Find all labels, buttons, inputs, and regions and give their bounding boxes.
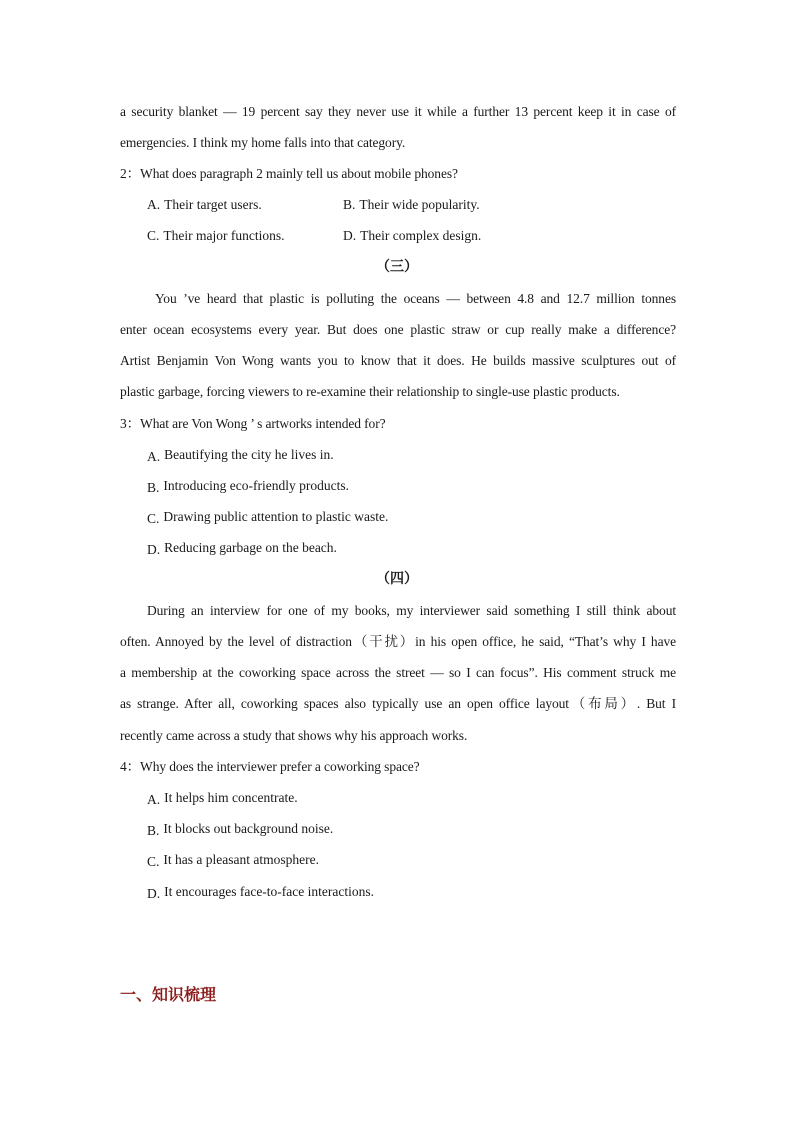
q2-option-b <box>343 196 480 214</box>
q4-option-b <box>147 820 333 838</box>
question-2: 2：What does paragraph 2 mainly tell us about mobile phones? <box>120 166 458 181</box>
option-text: It helps him concentrate. <box>164 790 298 805</box>
question-4: 4：Why does the interviewer prefer a coworking space? <box>120 759 420 774</box>
option-label: A. <box>147 449 161 464</box>
knowledge-section-title: 一、知识梳理 <box>120 985 217 1004</box>
q2-option-c <box>147 227 284 245</box>
option-label: C. <box>147 511 160 526</box>
q3-option-d <box>147 539 337 557</box>
q2-option-a <box>147 196 262 214</box>
option-label: C. <box>147 228 160 243</box>
q2-option-d <box>343 227 481 245</box>
option-label: D. <box>147 542 161 557</box>
section-4-heading: （四） <box>376 571 418 587</box>
section4-line: recently came across a study that shows why his approach works. <box>120 728 468 743</box>
passage1-line: a security blanket — 19 percent say they never use it while a further 13 percent keep it in case of <box>120 104 676 119</box>
option-label: C. <box>147 854 160 869</box>
option-text: Their major functions. <box>163 228 285 243</box>
q3-option-b <box>147 477 349 495</box>
option-text: It blocks out background noise. <box>163 821 334 836</box>
option-label: B. <box>147 480 160 495</box>
section4-line: often. Annoyed by the level of distraction（干扰）in his open office, he said, “That’s why I have <box>120 634 676 649</box>
q4-option-a <box>147 789 298 807</box>
section-3-heading: （三） <box>376 259 418 275</box>
section4-line: a membership at the coworking space across the street — so I can focus”. His comment struck me <box>120 665 676 680</box>
option-text: Their target users. <box>164 197 262 212</box>
option-label: D. <box>147 886 161 901</box>
q4-option-c <box>147 851 319 869</box>
option-text: Reducing garbage on the beach. <box>164 540 337 555</box>
q3-option-a <box>147 446 334 464</box>
option-text: It has a pleasant atmosphere. <box>163 852 319 867</box>
q4-option-d <box>147 883 374 901</box>
option-label: A. <box>147 792 161 807</box>
section4-line: as strange. After all, coworking spaces also typically use an open office layout（布局）. But I <box>120 696 676 711</box>
section3-line: plastic garbage, forcing viewers to re-examine their relationship to single-use plastic products. <box>120 384 620 399</box>
section3-line: enter ocean ecosystems every year. But does one plastic straw or cup really make a difference? <box>120 322 676 337</box>
option-text: Beautifying the city he lives in. <box>164 447 334 462</box>
option-text: Their wide popularity. <box>359 197 480 212</box>
option-label: B. <box>343 197 356 212</box>
section4-line: During an interview for one of my books, my interviewer said something I still think about <box>147 603 676 618</box>
passage1-line: emergencies. I think my home falls into that category. <box>120 135 406 150</box>
option-text: Their complex design. <box>360 228 482 243</box>
question-3: 3：What are Von Wong ’ s artworks intended for? <box>120 416 386 431</box>
option-label: B. <box>147 823 160 838</box>
option-text: Drawing public attention to plastic waste. <box>163 509 389 524</box>
section3-line: You ’ve heard that plastic is polluting the oceans — between 4.8 and 12.7 million tonnes <box>155 291 676 306</box>
option-text: Introducing eco-friendly products. <box>163 478 349 493</box>
option-label: D. <box>343 228 357 243</box>
option-label: A. <box>147 197 161 212</box>
q3-option-c <box>147 508 388 526</box>
option-text: It encourages face-to-face interactions. <box>164 884 375 899</box>
section3-line: Artist Benjamin Von Wong wants you to know that it does. He builds massive sculptures out of <box>120 353 676 368</box>
